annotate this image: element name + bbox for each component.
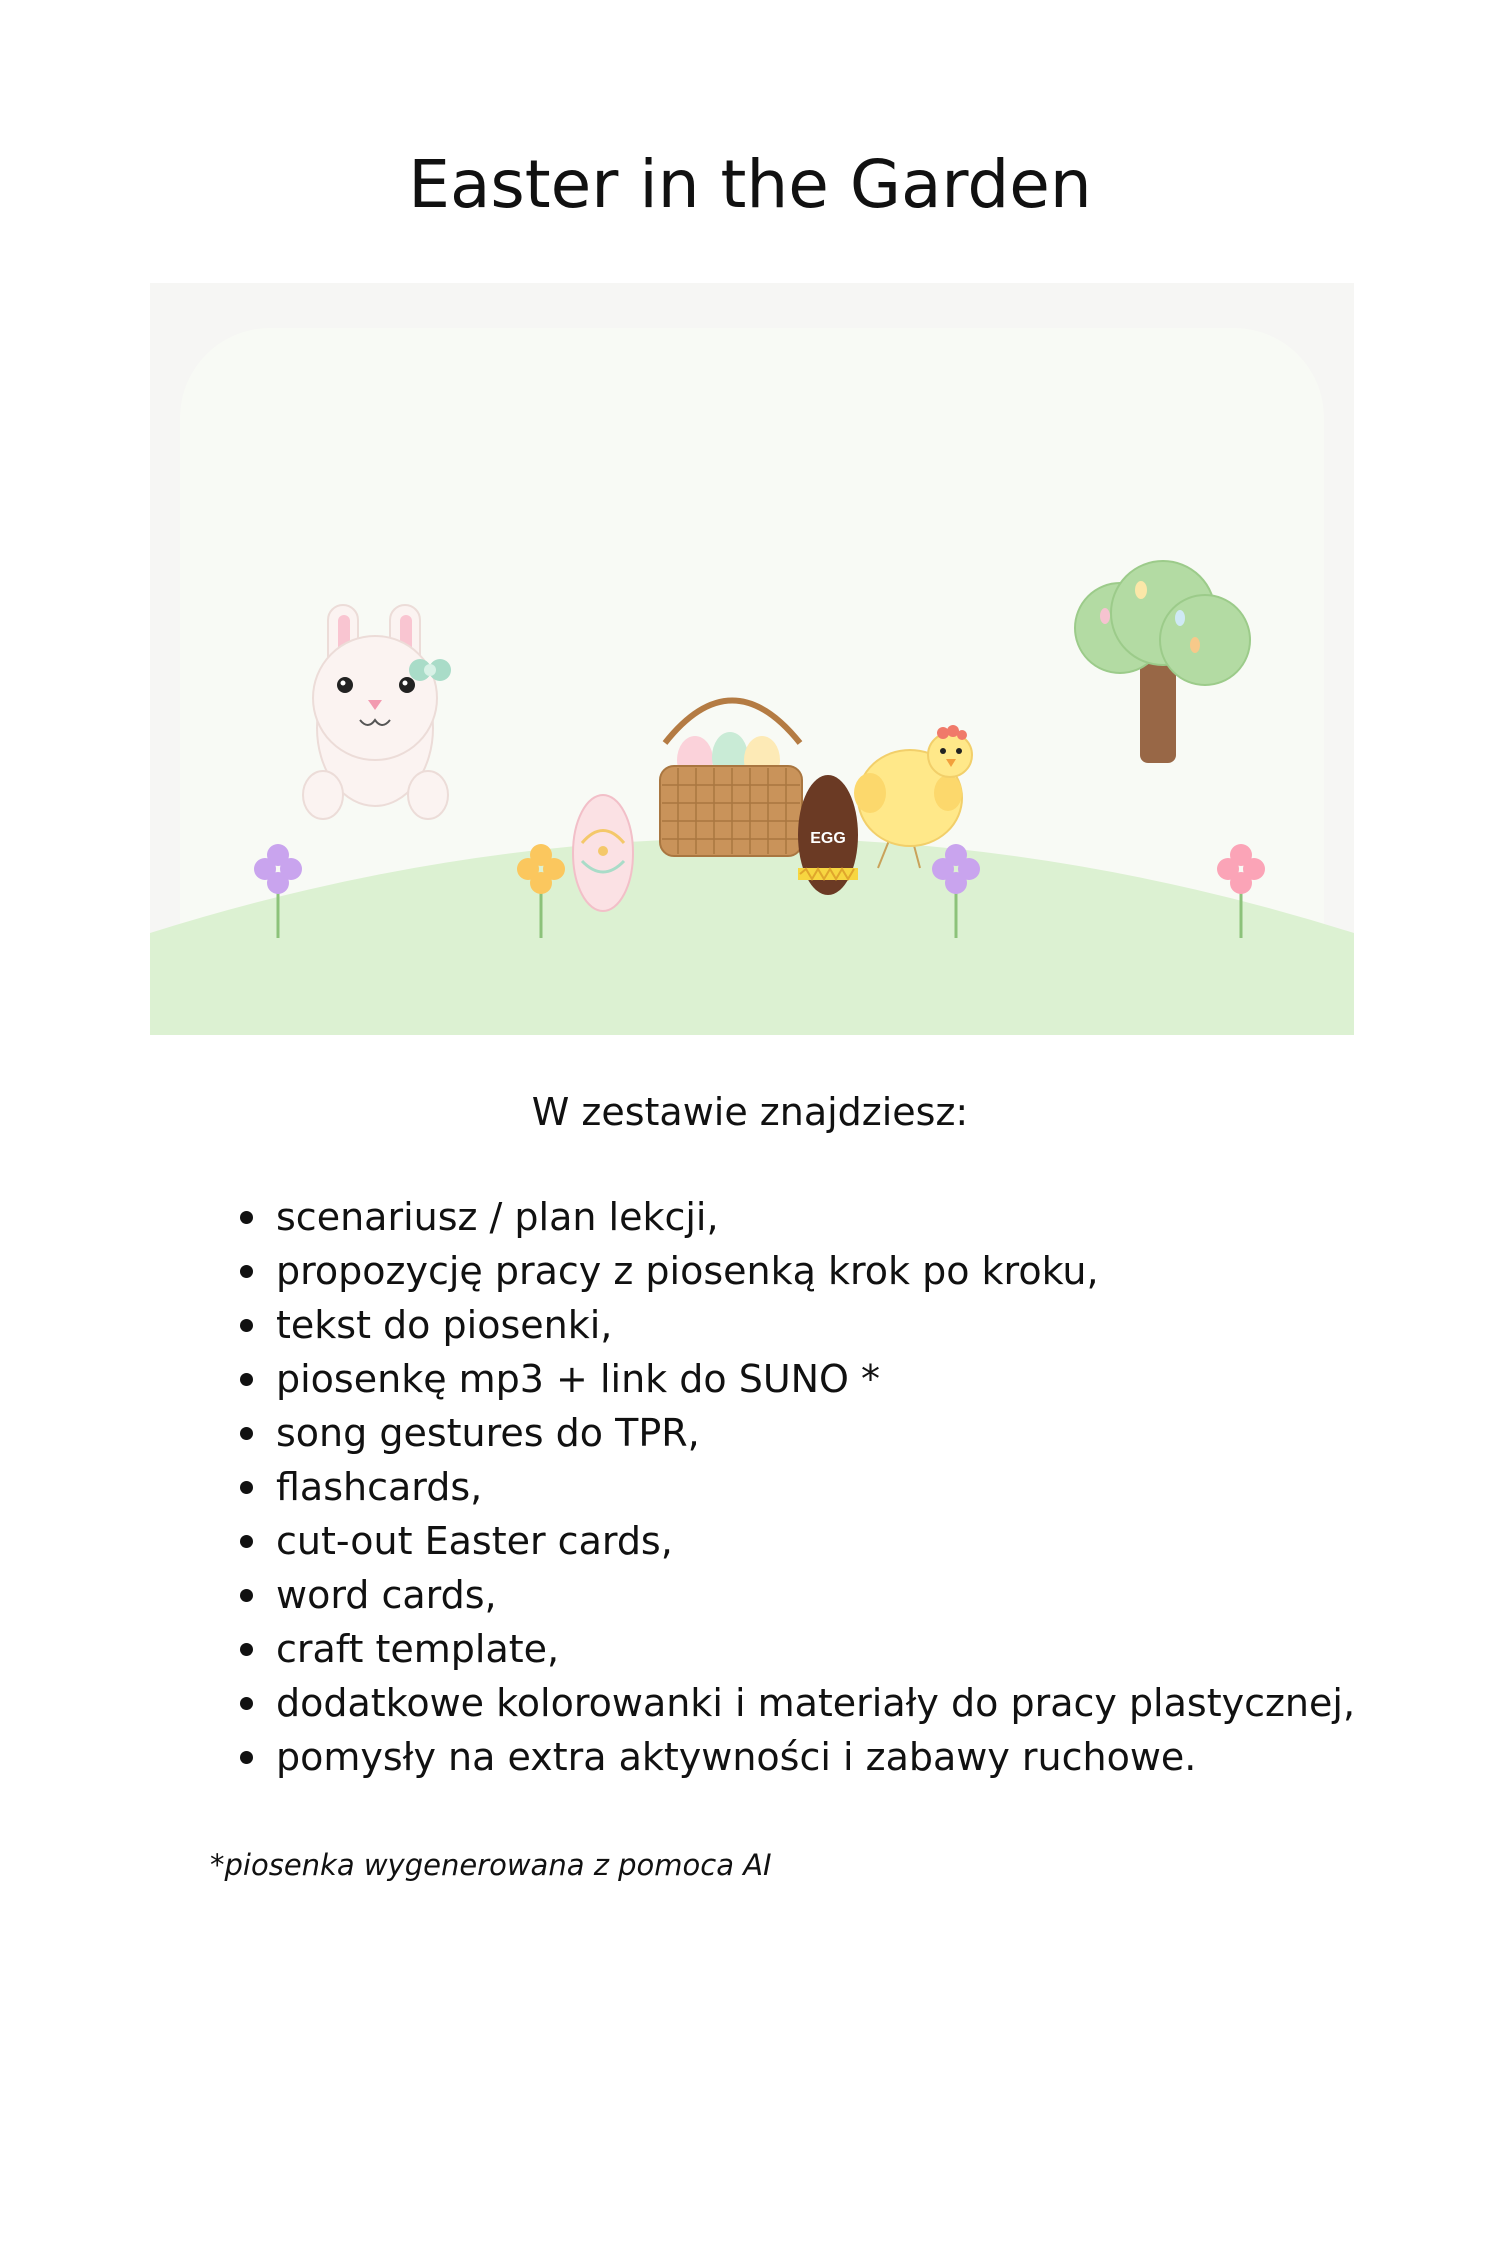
bullet-icon xyxy=(240,1751,253,1764)
footnote: *piosenka wygenerowana z pomoca AI xyxy=(210,1848,772,1882)
chocolate-egg xyxy=(798,775,858,895)
list-item xyxy=(240,1622,1355,1676)
list-item-text: song gestures do TPR, xyxy=(276,1411,700,1455)
bullet-icon xyxy=(240,1211,253,1224)
list-item-text: pomysły na extra aktywności i zabawy ruchowe. xyxy=(276,1735,1197,1779)
list-item-text: word cards, xyxy=(276,1573,497,1617)
easter-garden-illustration xyxy=(150,283,1354,1035)
list-item xyxy=(240,1406,1355,1460)
list-item xyxy=(240,1352,1355,1406)
list-item-text: craft template, xyxy=(276,1627,560,1671)
contents-list xyxy=(240,1190,1355,1784)
bullet-icon xyxy=(240,1589,253,1602)
list-item-text: propozycję pracy z piosenką krok po kroku, xyxy=(276,1249,1099,1293)
list-item-text: dodatkowe kolorowanki i materiały do pracy plastycznej, xyxy=(276,1681,1356,1725)
list-item xyxy=(240,1298,1355,1352)
bullet-icon xyxy=(240,1697,253,1710)
list-item-text: piosenkę mp3 + link do SUNO * xyxy=(276,1357,881,1401)
bullet-icon xyxy=(240,1643,253,1656)
bullet-icon xyxy=(240,1427,253,1440)
list-item xyxy=(240,1460,1355,1514)
page-title: Easter in the Garden xyxy=(408,146,1092,223)
bullet-icon xyxy=(240,1319,253,1332)
list-item xyxy=(240,1190,1355,1244)
illustration-svg xyxy=(150,283,1354,1035)
list-item xyxy=(240,1514,1355,1568)
list-item-text: scenariusz / plan lekcji, xyxy=(276,1195,719,1239)
list-item-text: cut-out Easter cards, xyxy=(276,1519,673,1563)
list-item xyxy=(240,1730,1355,1784)
bullet-icon xyxy=(240,1535,253,1548)
bullet-icon xyxy=(240,1373,253,1386)
decorated-egg xyxy=(573,795,633,911)
list-item xyxy=(240,1568,1355,1622)
list-item-text: tekst do piosenki, xyxy=(276,1303,613,1347)
list-item xyxy=(240,1676,1355,1730)
egg-label: EGG xyxy=(810,830,846,847)
bullet-icon xyxy=(240,1265,253,1278)
list-item-text: flashcards, xyxy=(276,1465,483,1509)
bullet-icon xyxy=(240,1481,253,1494)
intro-text: W zestawie znajdziesz: xyxy=(531,1090,969,1134)
list-item xyxy=(240,1244,1355,1298)
